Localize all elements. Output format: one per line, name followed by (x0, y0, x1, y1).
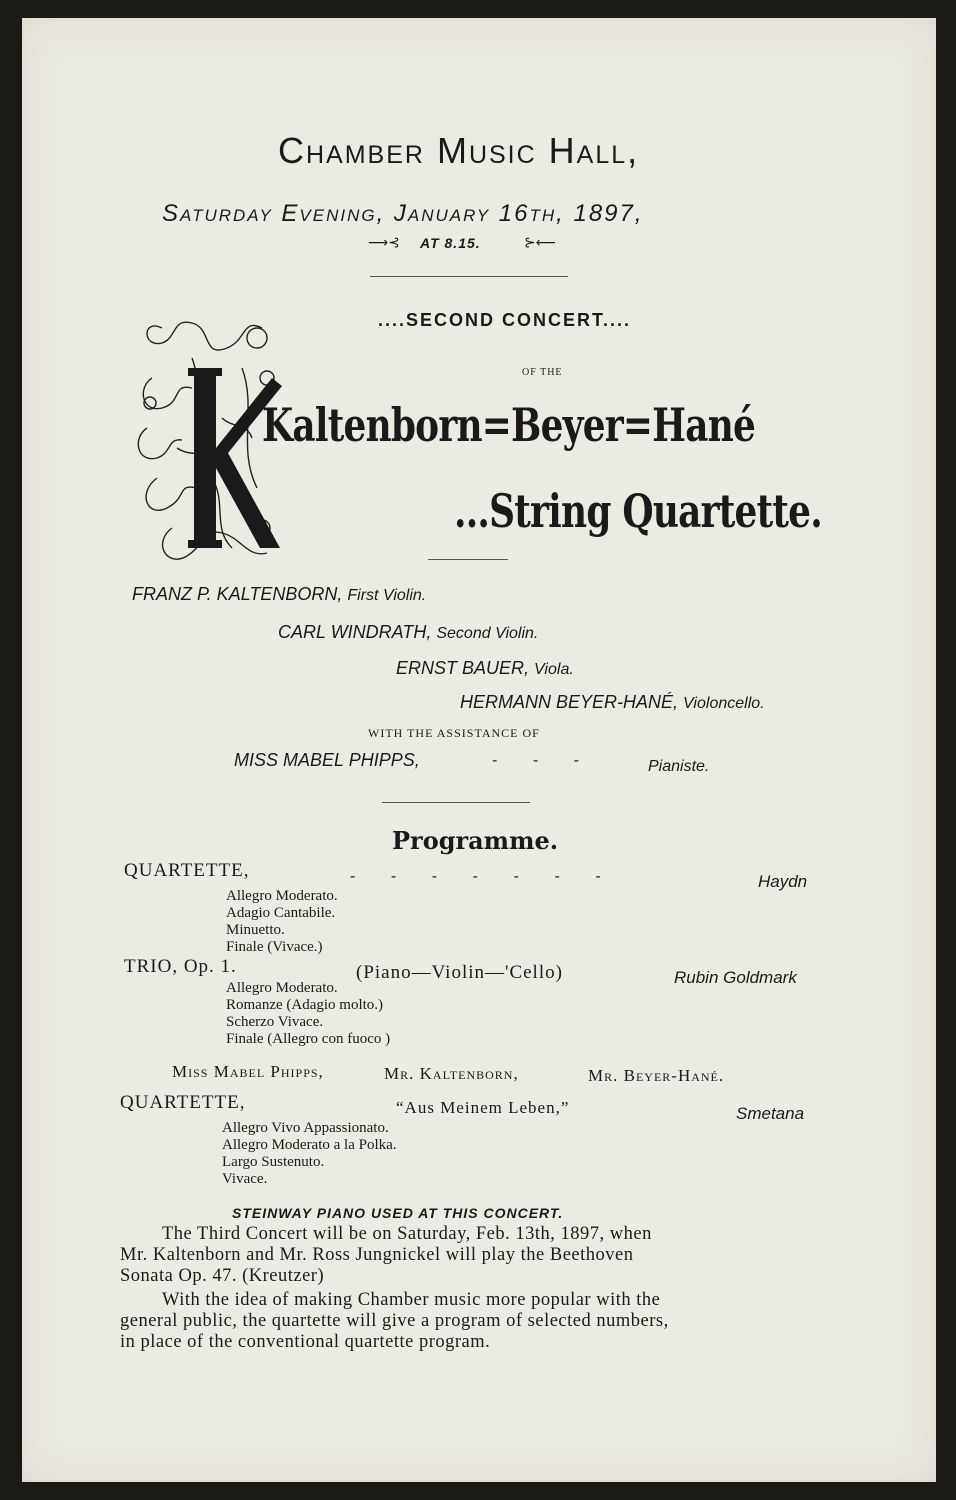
note-line: Mr. Kaltenborn and Mr. Ross Jungnickel will play the Beethoven (120, 1245, 634, 1265)
concert-time: AT 8.15. (420, 235, 481, 251)
member-role: First Violin. (347, 587, 427, 604)
movement-list (226, 888, 338, 956)
composer: Haydn (758, 872, 808, 891)
dash-leader: - - - - - - - (350, 868, 601, 885)
movement-list (222, 1120, 397, 1188)
member-row-3 (396, 658, 574, 679)
movement: Finale (Allegro con fuoco ) (226, 1031, 391, 1047)
note-line: general public, the quartette will give a program of selected numbers, (120, 1311, 669, 1331)
third-concert-note (120, 1224, 652, 1287)
note-line: The Third Concert will be on Saturday, Feb. 13th, 1897, when (162, 1224, 652, 1244)
piece-title: TRIO, Op. 1. (124, 956, 237, 977)
ornamental-initial-k-icon (132, 298, 282, 583)
hall-title: Chamber Music Hall, (278, 130, 640, 171)
composer: Smetana (736, 1104, 805, 1123)
piece-title: QUARTETTE, (124, 860, 250, 881)
member-row-2 (278, 622, 538, 643)
performer: Miss Mabel Phipps, (172, 1062, 324, 1081)
member-name: ERNST BAUER, (396, 658, 530, 678)
movement: Allegro Moderato. (226, 980, 338, 996)
movement: Adagio Cantabile. (226, 905, 336, 921)
movement: Vivace. (222, 1171, 268, 1187)
piece-title: QUARTETTE, (120, 1092, 246, 1113)
movement: Romanze (Adagio molto.) (226, 997, 384, 1013)
member-name: HERMANN BEYER-HANÉ, (460, 692, 679, 712)
dash-leader: - - - (492, 752, 580, 769)
ensemble-name: Kaltenborn=Beyer=Hané (262, 398, 756, 452)
piece-subtitle: “Aus Meinem Leben,” (396, 1098, 570, 1117)
note-line: With the idea of making Chamber music more popular with the (162, 1290, 661, 1310)
divider (428, 559, 508, 560)
movement: Minuetto. (226, 922, 285, 938)
program-page (22, 18, 936, 1482)
movement-list (226, 980, 390, 1048)
time-ornament-left: ⟶⊰ (368, 234, 400, 250)
performer: Mr. Kaltenborn, (384, 1064, 519, 1083)
movement: Largo Sustenuto. (222, 1154, 325, 1170)
assistant-role: Pianiste. (648, 758, 710, 775)
note-line: Sonata Op. 47. (Kreutzer) (120, 1266, 325, 1286)
movement: Scherzo Vivace. (226, 1014, 324, 1030)
movement: Finale (Vivace.) (226, 939, 323, 955)
divider (382, 802, 530, 803)
member-name: CARL WINDRATH, (278, 622, 432, 642)
programme-title: Programme. (392, 826, 559, 855)
composer: Rubin Goldmark (674, 968, 797, 987)
member-role: Second Violin. (436, 625, 539, 642)
member-row-4 (460, 692, 765, 713)
divider (370, 276, 568, 277)
assistant-name: MISS MABEL PHIPPS, (234, 750, 420, 770)
popular-note (120, 1290, 669, 1353)
instrumentation: (Piano—Violin—'Cello) (356, 962, 563, 983)
member-row-1 (132, 584, 426, 605)
member-name: FRANZ P. KALTENBORN, (132, 584, 343, 604)
member-role: Viola. (534, 661, 574, 678)
assistance-label: WITH THE ASSISTANCE OF (368, 726, 540, 740)
of-the-label: OF THE (522, 367, 563, 378)
movement: Allegro Moderato a la Polka. (222, 1137, 397, 1153)
movement: Allegro Moderato. (226, 888, 338, 904)
performer: Mr. Beyer-Hané. (588, 1066, 725, 1085)
member-role: Violoncello. (683, 695, 765, 712)
steinway-note: STEINWAY PIANO USED AT THIS CONCERT. (232, 1205, 564, 1221)
time-ornament-right: ⊱⟵ (524, 234, 556, 250)
note-line: in place of the conventional quartette program. (120, 1332, 491, 1352)
concert-date: Saturday Evening, January 16th, 1897, (162, 200, 644, 227)
concert-number: ....SECOND CONCERT.... (378, 310, 632, 330)
ensemble-type: ...String Quartette. (454, 484, 822, 538)
movement: Allegro Vivo Appassionato. (222, 1120, 389, 1136)
